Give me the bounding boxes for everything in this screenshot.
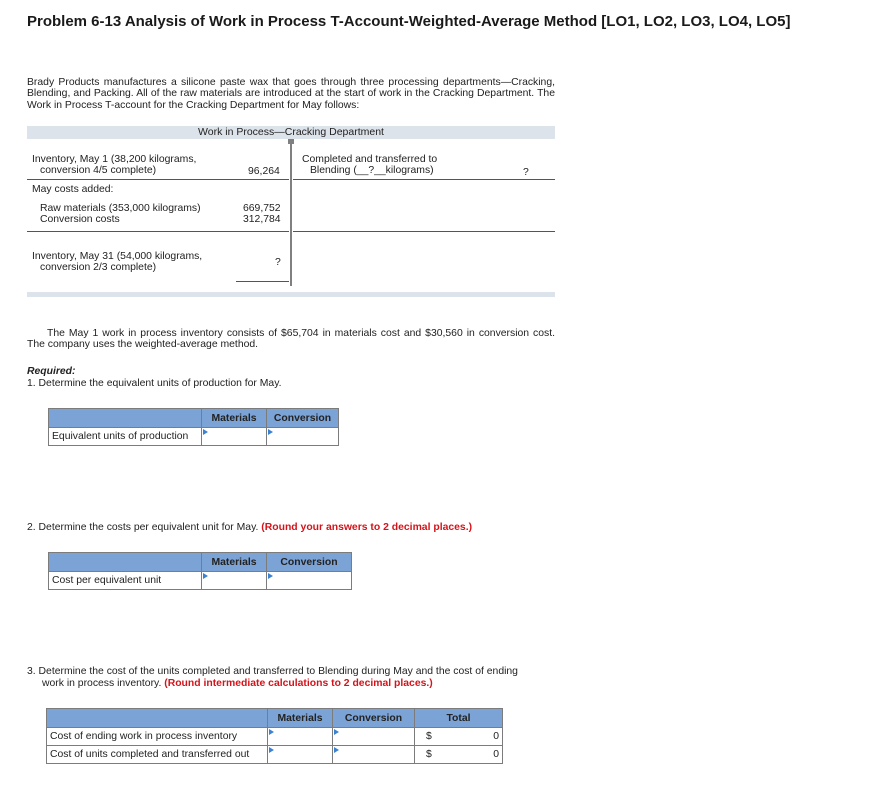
q3-table <box>46 708 503 764</box>
q1-row-label: Equivalent units of production <box>49 428 202 446</box>
q2-row-cost-per-unit <box>49 572 352 590</box>
intro-paragraph: Brady Products manufactures a silicone paste wax that goes through three processing departments—Cracking, Blending, and Packing. All of the raw materials are introduced at the start of work in the Cracking Department. The Work in Process T-account for the Cracking Department for May follows: <box>27 77 555 111</box>
q3-col-conversion: Conversion <box>333 709 415 728</box>
inv-may1-label-1: Inventory, May 1 (38,200 kilograms, <box>32 154 197 165</box>
currency-symbol: $ <box>426 731 432 742</box>
q3-transferred-total-cell <box>415 746 503 764</box>
q3-text-line-2: work in process inventory. <box>42 678 162 689</box>
raw-materials-value: 669,752 <box>243 203 281 214</box>
q1-header-blank <box>49 409 202 428</box>
q3-text-line-2-wrap <box>42 678 433 689</box>
q1-conversion-input[interactable] <box>267 428 339 446</box>
input-arrow-icon <box>334 729 339 735</box>
inv-may31-label-2: conversion 2/3 complete) <box>40 262 157 273</box>
t-account-header: Work in Process—Cracking Department <box>27 126 555 139</box>
q1-text: 1. Determine the equivalent units of production for May. <box>27 378 282 389</box>
raw-materials-label: Raw materials (353,000 kilograms) <box>40 203 201 214</box>
t-account-rule <box>236 281 289 282</box>
inv-may31-label-1: Inventory, May 31 (54,000 kilograms, <box>32 251 203 262</box>
q3-ending-total-value: 0 <box>493 731 499 742</box>
input-arrow-icon <box>269 747 274 753</box>
q2-conversion-input[interactable] <box>267 572 352 590</box>
q2-row-label: Cost per equivalent unit <box>49 572 202 590</box>
inv-may31-value: ? <box>275 257 281 268</box>
q1-header-row <box>49 409 339 428</box>
conversion-costs-value: 312,784 <box>243 214 281 225</box>
q3-header-blank <box>47 709 268 728</box>
q3-row-label: Cost of ending work in process inventory <box>47 728 268 746</box>
q3-ending-conversion-input[interactable] <box>333 728 415 746</box>
q3-row-ending-wip <box>47 728 503 746</box>
q2-header-row <box>49 553 352 572</box>
q1-col-conversion: Conversion <box>267 409 339 428</box>
q2-header-blank <box>49 553 202 572</box>
q3-text-line-1: 3. Determine the cost of the units completed and transferred to Blending during May and the cost of ending <box>27 666 518 677</box>
input-arrow-icon <box>268 429 273 435</box>
t-account-rule <box>27 179 289 180</box>
q3-transferred-total-value: 0 <box>493 749 499 760</box>
q2-table <box>48 552 352 590</box>
completed-label-1: Completed and transferred to <box>302 154 438 165</box>
q3-col-total: Total <box>415 709 503 728</box>
q3-row-transferred-out <box>47 746 503 764</box>
q2-materials-input[interactable] <box>202 572 267 590</box>
inv-may1-label-2: conversion 4/5 complete) <box>40 165 157 176</box>
t-account-rule <box>293 231 555 232</box>
input-arrow-icon <box>269 729 274 735</box>
t-account-rule <box>293 179 555 180</box>
costs-added-label: May costs added: <box>32 184 114 195</box>
q3-ending-total-cell <box>415 728 503 746</box>
problem-title: Problem 6-13 Analysis of Work in Process T-Account-Weighted-Average Method [LO1, LO2, LO3, LO4, LO5] <box>27 13 791 30</box>
q1-col-materials: Materials <box>202 409 267 428</box>
required-label: Required: <box>27 366 76 377</box>
completed-label-2: Blending (__?__kilograms) <box>310 165 434 176</box>
completed-value: ? <box>523 167 529 178</box>
q1-table <box>48 408 339 446</box>
q3-header-row <box>47 709 503 728</box>
q3-row-label: Cost of units completed and transferred out <box>47 746 268 764</box>
t-account-bottom <box>27 292 555 297</box>
input-arrow-icon <box>203 573 208 579</box>
input-arrow-icon <box>334 747 339 753</box>
conversion-costs-label: Conversion costs <box>40 214 120 225</box>
q3-transferred-materials-input[interactable] <box>268 746 333 764</box>
q2-col-conversion: Conversion <box>267 553 352 572</box>
q2-col-materials: Materials <box>202 553 267 572</box>
q2-text: 2. Determine the costs per equivalent unit for May. <box>27 522 259 533</box>
t-account-rule <box>27 231 289 232</box>
q2-text-line <box>27 522 472 533</box>
q3-instruction: (Round intermediate calculations to 2 decimal places.) <box>164 678 433 689</box>
q2-instruction: (Round your answers to 2 decimal places.) <box>261 522 473 533</box>
q3-ending-materials-input[interactable] <box>268 728 333 746</box>
input-arrow-icon <box>268 573 273 579</box>
q3-transferred-conversion-input[interactable] <box>333 746 415 764</box>
t-account-divider <box>290 139 292 286</box>
q1-row-equivalent-units <box>49 428 339 446</box>
inv-may1-value: 96,264 <box>248 166 280 177</box>
q3-col-materials: Materials <box>268 709 333 728</box>
q1-materials-input[interactable] <box>202 428 267 446</box>
currency-symbol: $ <box>426 749 432 760</box>
note-paragraph: The May 1 work in process inventory consists of $65,704 in materials cost and $30,560 in conversion cost. The company uses the weighted-average method. <box>27 328 555 351</box>
input-arrow-icon <box>203 429 208 435</box>
